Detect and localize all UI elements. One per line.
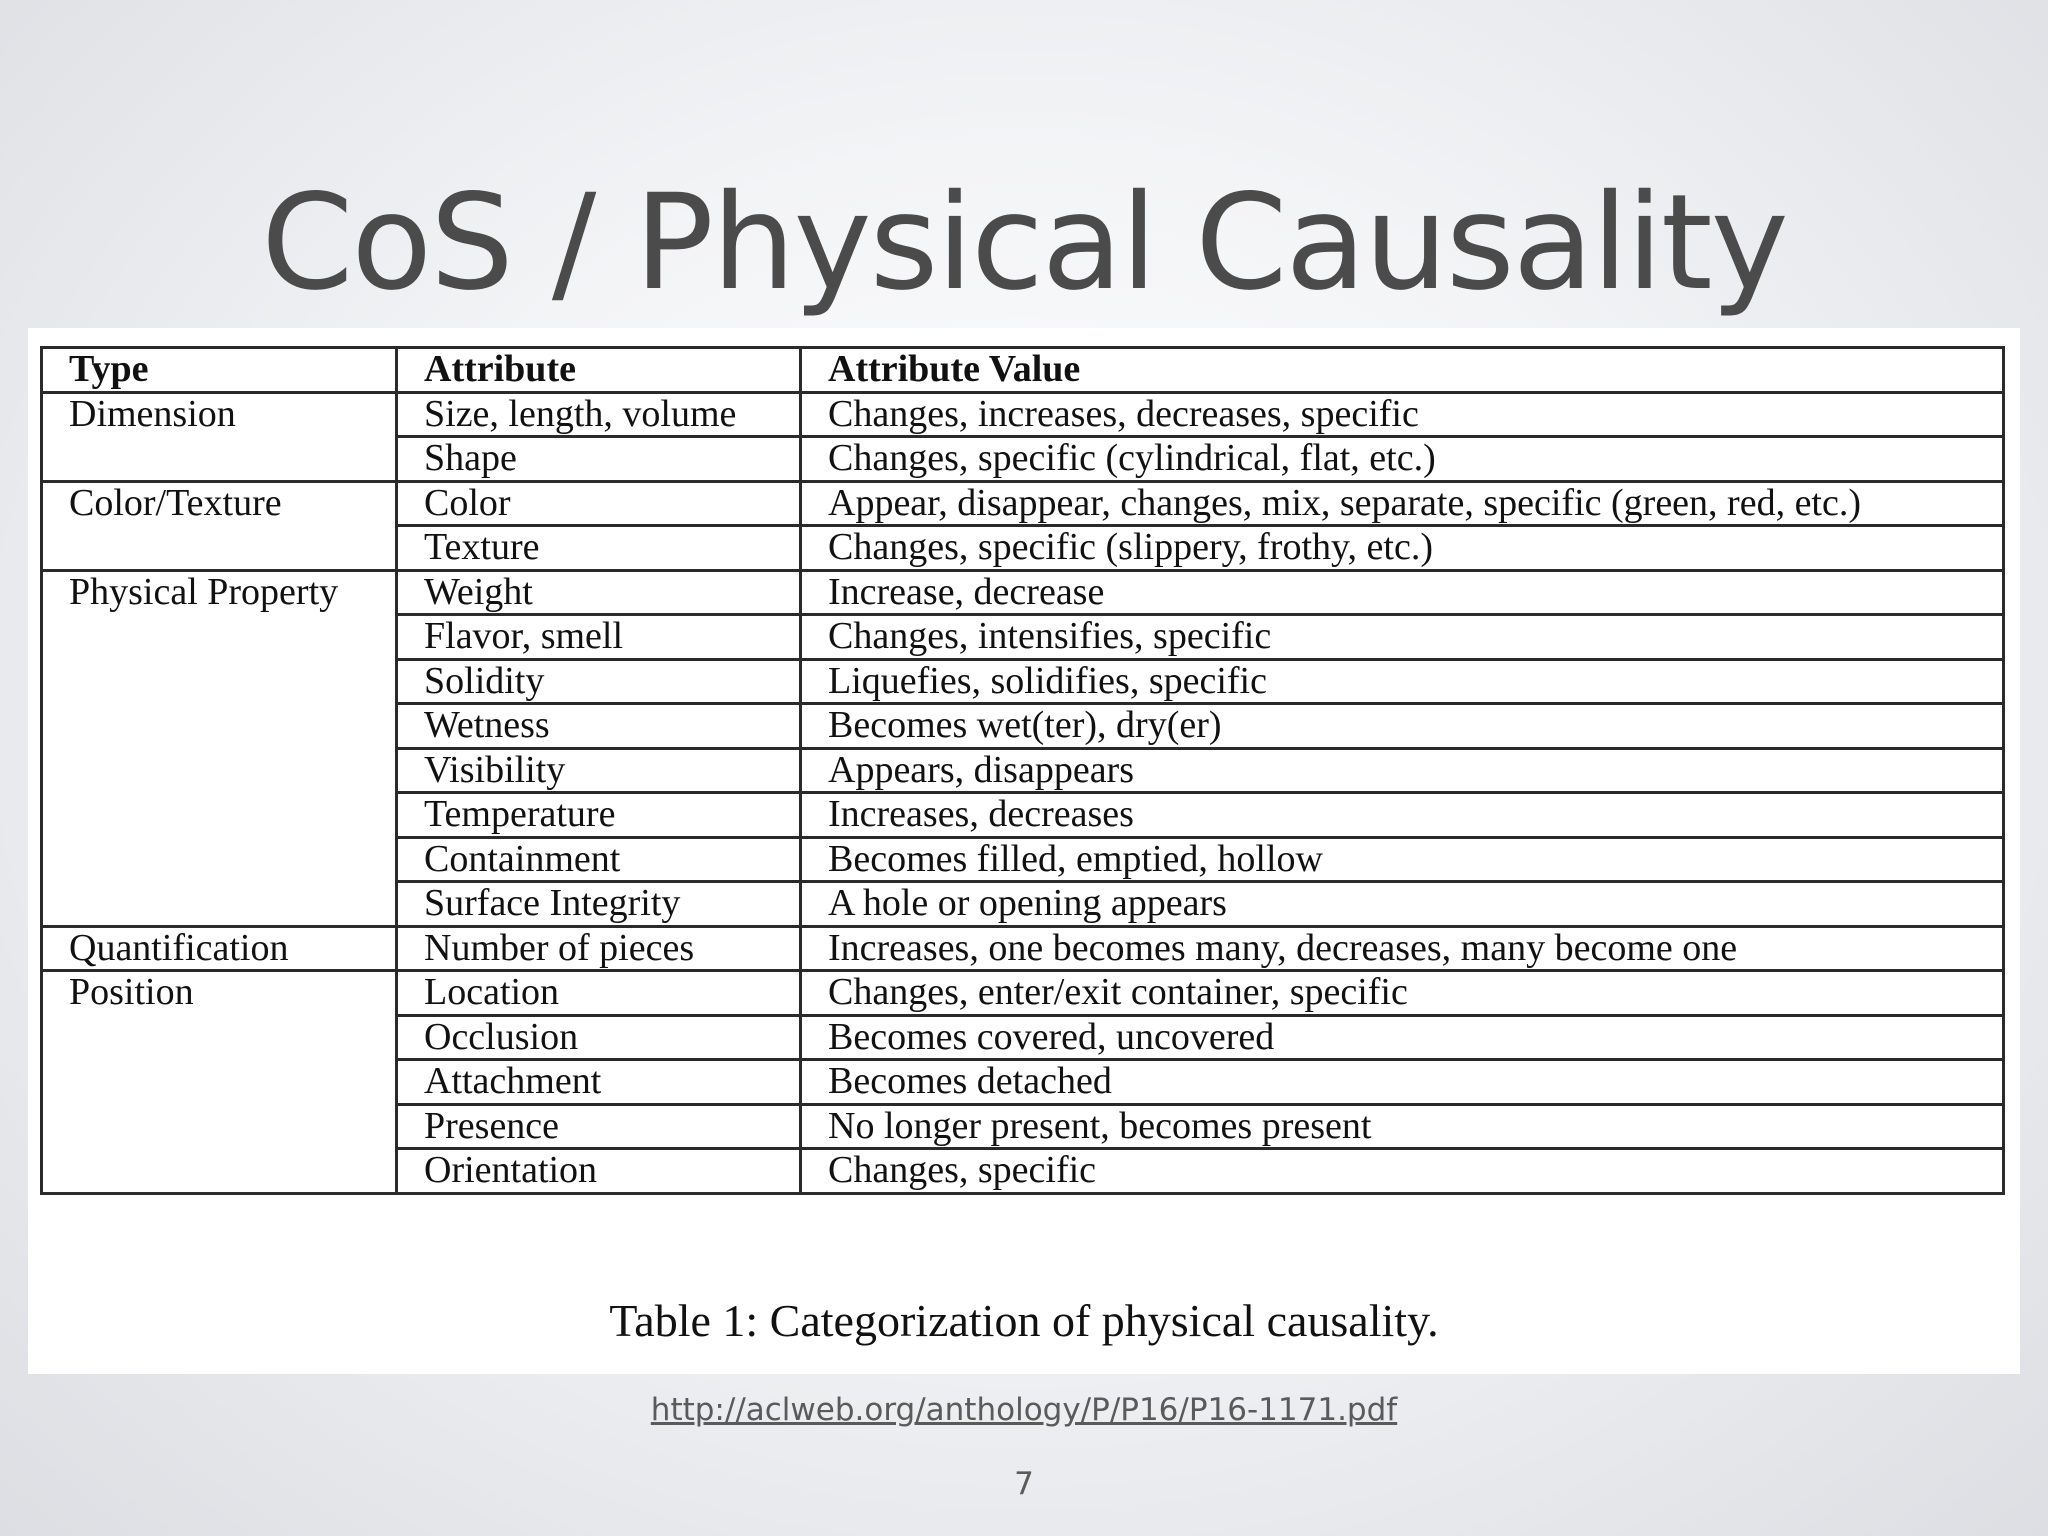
- table-caption: Table 1: Categorization of physical causality.: [609, 1295, 1439, 1346]
- attribute-cell: Flavor, smell: [397, 615, 801, 660]
- value-cell: Appears, disappears: [801, 748, 2004, 793]
- attribute-cell: Size, length, volume: [397, 392, 801, 437]
- attribute-cell: Presence: [397, 1104, 801, 1149]
- source-link-container: [0, 1392, 2048, 1428]
- attribute-cell: Texture: [397, 526, 801, 571]
- value-cell: Becomes filled, emptied, hollow: [801, 837, 2004, 882]
- header-row: [42, 348, 2004, 393]
- value-cell: Becomes wet(ter), dry(er): [801, 704, 2004, 749]
- attribute-cell: Orientation: [397, 1149, 801, 1194]
- value-cell: Becomes detached: [801, 1060, 2004, 1105]
- value-cell: Increases, one becomes many, decreases, many become one: [801, 926, 2004, 971]
- header-type: Type: [42, 348, 397, 393]
- table-row: [42, 971, 2004, 1016]
- type-cell: Quantification: [42, 926, 397, 971]
- table-row: [42, 926, 2004, 971]
- attribute-cell: Location: [397, 971, 801, 1016]
- type-cell: Position: [42, 971, 397, 1194]
- value-cell: No longer present, becomes present: [801, 1104, 2004, 1149]
- value-cell: Changes, specific (cylindrical, flat, etc.): [801, 437, 2004, 482]
- attribute-cell: Wetness: [397, 704, 801, 749]
- slide-title: CoS / Physical Causality: [261, 166, 1787, 320]
- value-cell: Changes, specific (slippery, frothy, etc.): [801, 526, 2004, 571]
- header-attribute: Attribute: [397, 348, 801, 393]
- value-cell: Changes, increases, decreases, specific: [801, 392, 2004, 437]
- table-row: [42, 570, 2004, 615]
- source-link[interactable]: http://aclweb.org/anthology/P/P16/P16-1171.pdf: [650, 1392, 1398, 1428]
- attribute-cell: Occlusion: [397, 1015, 801, 1060]
- type-cell: Dimension: [42, 392, 397, 481]
- attribute-cell: Containment: [397, 837, 801, 882]
- page-number: 7: [1014, 1466, 1034, 1502]
- value-cell: Changes, specific: [801, 1149, 2004, 1194]
- value-cell: A hole or opening appears: [801, 882, 2004, 927]
- value-cell: Increases, decreases: [801, 793, 2004, 838]
- value-cell: Becomes covered, uncovered: [801, 1015, 2004, 1060]
- type-cell: Color/Texture: [42, 481, 397, 570]
- attribute-cell: Weight: [397, 570, 801, 615]
- attribute-cell: Temperature: [397, 793, 801, 838]
- attribute-cell: Attachment: [397, 1060, 801, 1105]
- type-cell: Physical Property: [42, 570, 397, 926]
- table-body: [42, 392, 2004, 1193]
- table-row: [42, 481, 2004, 526]
- table-header: [42, 348, 2004, 393]
- table-row: [42, 392, 2004, 437]
- attribute-cell: Number of pieces: [397, 926, 801, 971]
- attribute-cell: Color: [397, 481, 801, 526]
- attribute-cell: Visibility: [397, 748, 801, 793]
- table-figure: [28, 328, 2020, 1374]
- value-cell: Changes, intensifies, specific: [801, 615, 2004, 660]
- attribute-cell: Surface Integrity: [397, 882, 801, 927]
- value-cell: Increase, decrease: [801, 570, 2004, 615]
- physical-causality-table: [40, 346, 2005, 1195]
- value-cell: Changes, enter/exit container, specific: [801, 971, 2004, 1016]
- value-cell: Appear, disappear, changes, mix, separate, specific (green, red, etc.): [801, 481, 2004, 526]
- attribute-cell: Solidity: [397, 659, 801, 704]
- attribute-cell: Shape: [397, 437, 801, 482]
- value-cell: Liquefies, solidifies, specific: [801, 659, 2004, 704]
- header-attribute-value: Attribute Value: [801, 348, 2004, 393]
